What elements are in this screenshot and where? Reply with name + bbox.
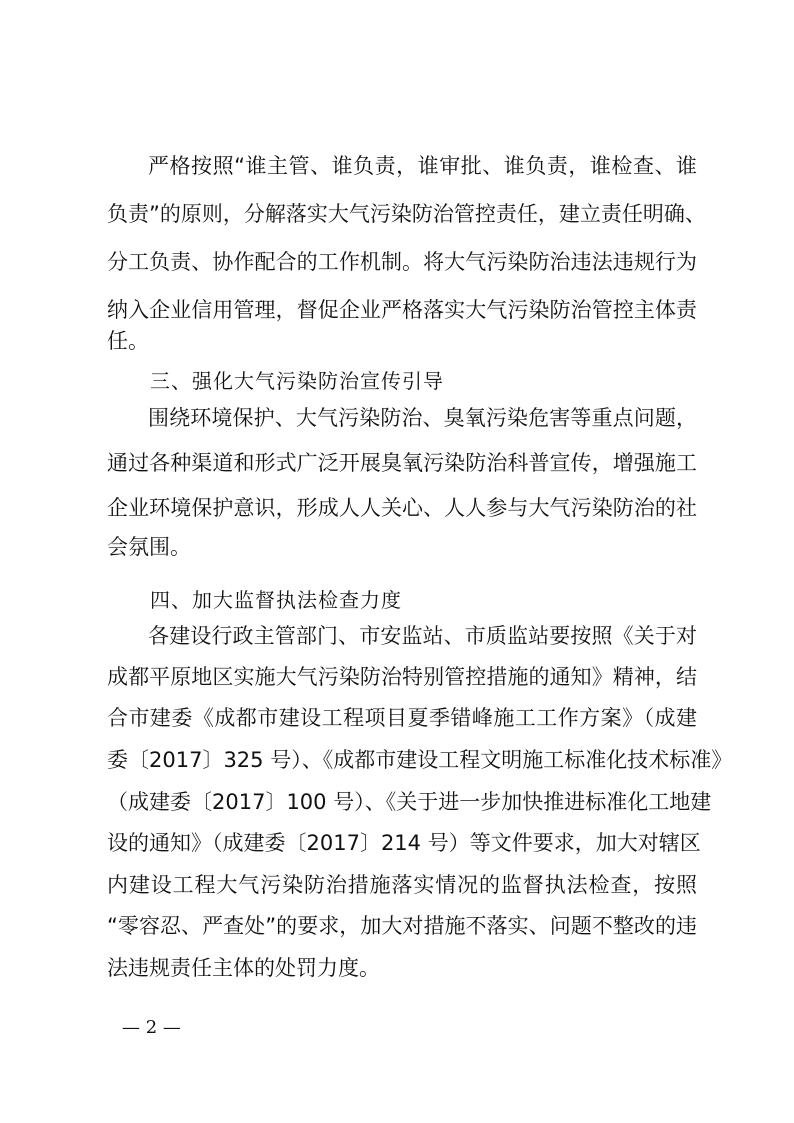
- paragraph-line: 分工负责、协作配合的工作机制。将大气污染防治违法违规行为: [107, 250, 697, 274]
- paragraph-line: 合市建委《成都市建设工程项目夏季错峰施工工作方案》（成建: [107, 706, 697, 730]
- section-heading: 三、强化大气污染防治宣传引导: [150, 369, 444, 393]
- paragraph-line: 围绕环境保护、大气污染防治、臭氧污染危害等重点问题，: [148, 406, 697, 430]
- paragraph-line: 企业环境保护意识，形成人人关心、人人参与大气污染防治的社: [107, 496, 697, 520]
- paragraph-line: 通过各种渠道和形式广泛开展臭氧污染防治科普宣传，增强施工: [107, 451, 697, 475]
- paragraph-line: 委〔2017〕325 号）、《成都市建设工程文明施工标准化技术标准》: [107, 748, 733, 772]
- section-heading: 四、加大监督执法检查力度: [150, 588, 402, 612]
- paragraph-line: 任。: [107, 329, 149, 353]
- paragraph-line: 负责”的原则，分解落实大气污染防治管控责任，建立责任明确、: [107, 202, 706, 226]
- paragraph-line: 成都平原地区实施大气污染防治特别管控措施的通知》精神，结: [107, 665, 697, 689]
- paragraph-line: “零容忍、严查处”的要求，加大对措施不落实、问题不整改的违: [107, 914, 697, 938]
- paragraph-line: （成建委〔2017〕100 号）、《关于进一步加快推进标准化工地建: [107, 790, 712, 814]
- paragraph-line: 纳入企业信用管理，督促企业严格落实大气污染防治管控主体责: [107, 298, 697, 322]
- paragraph-line: 内建设工程大气污染防治措施落实情况的监督执法检查，按照: [107, 873, 697, 897]
- paragraph-line: 各建设行政主管部门、市安监站、市质监站要按照《关于对: [148, 624, 697, 648]
- paragraph-line: 设的通知》（成建委〔2017〕214 号）等文件要求，加大对辖区: [107, 831, 701, 855]
- paragraph-line: 法违规责任主体的处罚力度。: [107, 956, 380, 980]
- page-number: — 2 —: [122, 1017, 181, 1038]
- paragraph-line: 严格按照“谁主管、谁负责，谁审批、谁负责，谁检查、谁: [148, 154, 697, 178]
- paragraph-line: 会氛围。: [107, 535, 191, 559]
